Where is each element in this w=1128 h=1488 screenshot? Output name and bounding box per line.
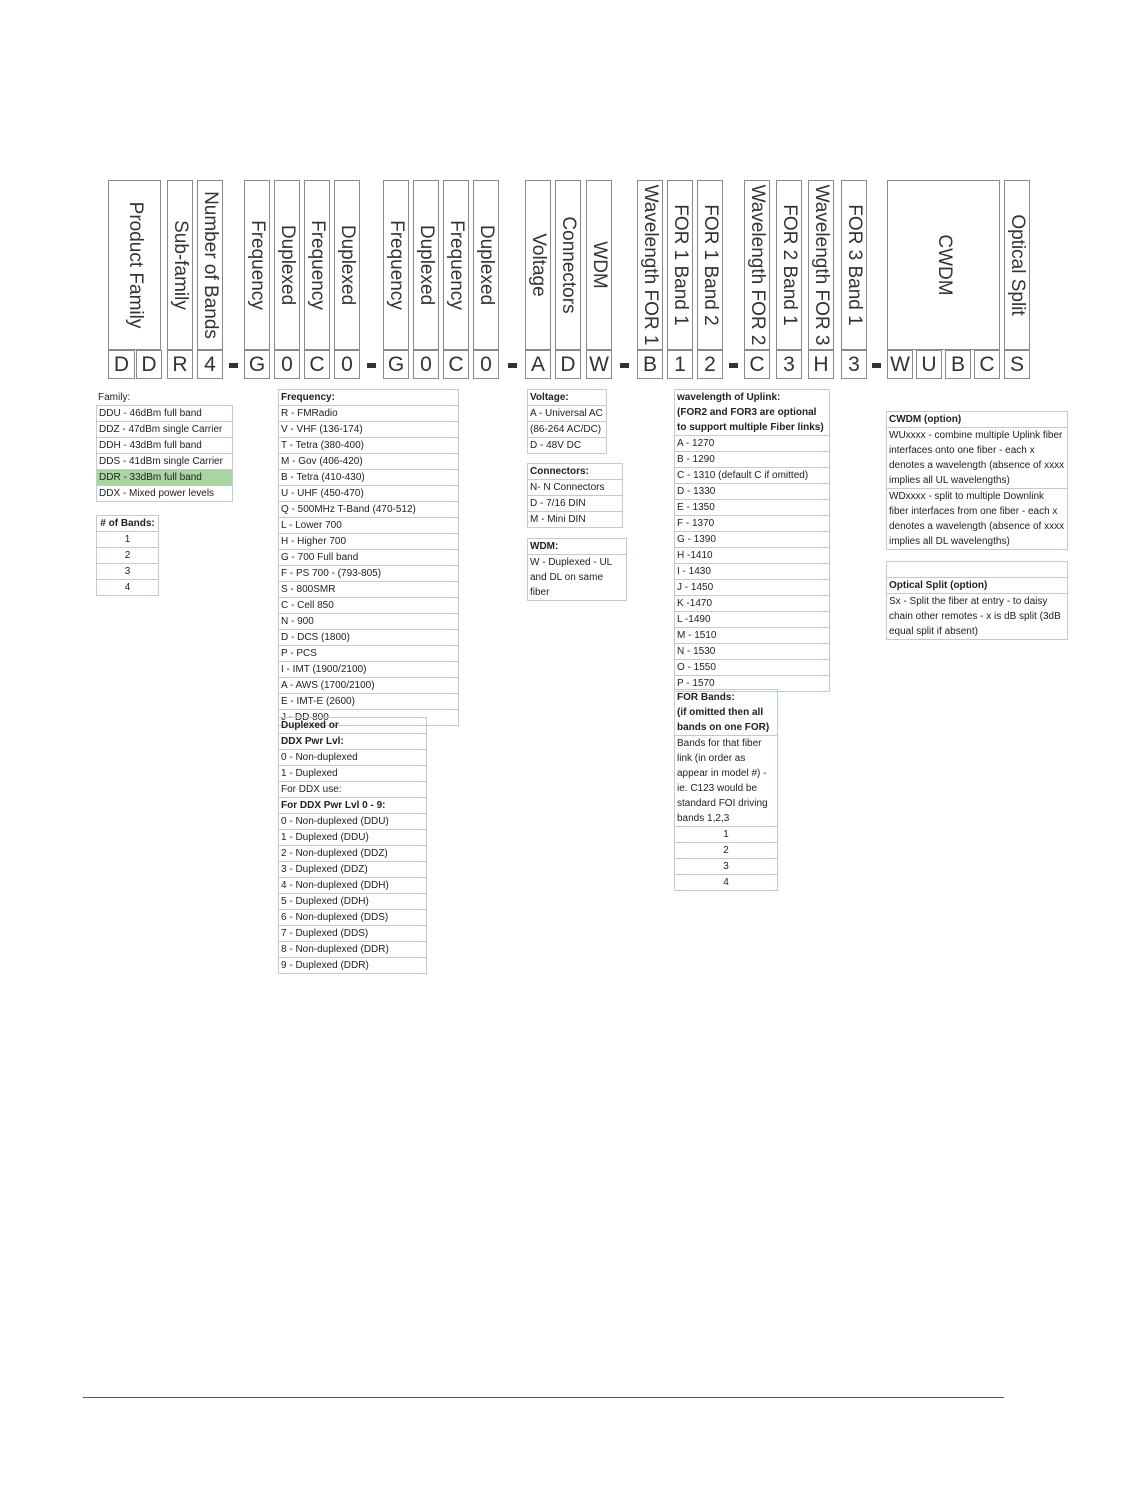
family-row: DDX - Mixed power levels xyxy=(96,486,233,502)
header-duplexed-3: Duplexed xyxy=(413,180,439,350)
model-char: 1 xyxy=(667,350,693,379)
family-row: DDH - 43dBm full band xyxy=(96,438,233,454)
model-char: 3 xyxy=(841,350,867,379)
duplexed-row: 1 - Duplexed (DDU) xyxy=(278,830,427,846)
for-bands-row: 3 xyxy=(674,859,778,875)
header-wavelength-for-3: Wavelength FOR 3 xyxy=(808,180,834,350)
family-title: Family: xyxy=(98,392,131,403)
wdm-row: fiber xyxy=(527,585,627,601)
model-char: C xyxy=(974,350,1000,379)
duplexed-row: 0 - Non-duplexed (DDU) xyxy=(278,814,427,830)
model-char: C xyxy=(744,350,770,379)
duplexed-row: 5 - Duplexed (DDH) xyxy=(278,894,427,910)
uplink-row: D - 1330 xyxy=(674,484,830,500)
duplexed-row: 6 - Non-duplexed (DDS) xyxy=(278,910,427,926)
model-char: B xyxy=(945,350,971,379)
header-wdm: WDM xyxy=(586,180,612,350)
cwdm-desc: WDxxxx - split to multiple Downlink fiber interfaces from one fiber - each x denotes a wavelength (absence of xxxx implies all DL wavelengths) xyxy=(886,489,1068,550)
duplexed-row: 4 - Non-duplexed (DDH) xyxy=(278,878,427,894)
optical-split-desc: Sx - Split the fiber at entry - to daisy chain other remotes - x is dB split (3dB equal split if absent) xyxy=(886,594,1068,640)
model-char: H xyxy=(808,350,834,379)
for-bands-desc: Bands for that fiber link (in order as appear in model #) - ie. C123 would be standard FOI driving bands 1,2,3 xyxy=(674,736,778,827)
uplink-row: J - 1450 xyxy=(674,580,830,596)
connectors-row: D - 7/16 DIN xyxy=(527,496,623,512)
model-char: 3 xyxy=(776,350,802,379)
header-frequency-2: Frequency xyxy=(304,180,330,350)
frequency-row: D - DCS (1800) xyxy=(278,630,459,646)
header-for1-band1: FOR 1 Band 1 xyxy=(667,180,693,350)
frequency-title: Frequency: xyxy=(278,389,459,406)
for-bands-title: FOR Bands: xyxy=(674,689,778,705)
connectors-row: N- N Connectors xyxy=(527,480,623,496)
header-duplexed-4: Duplexed xyxy=(473,180,499,350)
separator-dash xyxy=(508,363,517,368)
cwdm-title: CWDM (option) xyxy=(886,411,1068,428)
duplexed-row: 8 - Non-duplexed (DDR) xyxy=(278,942,427,958)
frequency-table xyxy=(278,389,459,726)
header-connectors: Connectors xyxy=(555,180,581,350)
frequency-row: R - FMRadio xyxy=(278,406,459,422)
voltage-row: D - 48V DC xyxy=(527,438,607,454)
cwdm-desc: WUxxxx - combine multiple Uplink fiber interfaces onto one fiber - each x denotes a wavelength (absence of xxxx implies all UL wavelengths) xyxy=(886,428,1068,489)
uplink-row: H -1410 xyxy=(674,548,830,564)
uplink-row: N - 1530 xyxy=(674,644,830,660)
frequency-row: I - IMT (1900/2100) xyxy=(278,662,459,678)
frequency-row: A - AWS (1700/2100) xyxy=(278,678,459,694)
uplink-row: C - 1310 (default C if omitted) xyxy=(674,468,830,484)
family-table xyxy=(96,390,233,502)
model-char: 0 xyxy=(413,350,439,379)
optical-split-table xyxy=(886,561,1068,640)
duplexed-title: Duplexed or xyxy=(278,717,427,734)
model-char: D xyxy=(555,350,581,379)
separator-dash xyxy=(620,363,629,368)
header-duplexed-2: Duplexed xyxy=(334,180,360,350)
model-char: G xyxy=(383,350,409,379)
uplink-row: O - 1550 xyxy=(674,660,830,676)
duplexed-table xyxy=(278,717,427,974)
uplink-wavelength-table xyxy=(674,389,830,692)
family-row-selected: DDR - 33dBm full band xyxy=(96,470,233,486)
header-frequency-4: Frequency xyxy=(443,180,469,350)
model-char: B xyxy=(637,350,663,379)
footer-rule xyxy=(83,1397,1004,1398)
separator-dash xyxy=(367,363,376,368)
bands-row: 1 xyxy=(96,532,159,548)
header-wavelength-for-2: Wavelength FOR 2 xyxy=(744,180,770,350)
frequency-row: B - Tetra (410-430) xyxy=(278,470,459,486)
frequency-row: Q - 500MHz T-Band (470-512) xyxy=(278,502,459,518)
wdm-table xyxy=(527,538,627,601)
model-char: R xyxy=(167,350,193,379)
frequency-row: T - Tetra (380-400) xyxy=(278,438,459,454)
header-frequency-3: Frequency xyxy=(383,180,409,350)
for-bands-row: 2 xyxy=(674,843,778,859)
model-char: A xyxy=(525,350,551,379)
header-product-family: Product Family xyxy=(108,180,161,350)
uplink-row: G - 1390 xyxy=(674,532,830,548)
wdm-title: WDM: xyxy=(527,538,627,555)
cwdm-table xyxy=(886,411,1068,550)
duplexed-subtitle: For DDX Pwr Lvl 0 - 9: xyxy=(278,798,427,814)
duplexed-row: 7 - Duplexed (DDS) xyxy=(278,926,427,942)
uplink-row: P - 1570 xyxy=(674,676,830,692)
header-for2-band1: FOR 2 Band 1 xyxy=(776,180,802,350)
bands-row: 4 xyxy=(96,580,159,596)
frequency-row: H - Higher 700 xyxy=(278,534,459,550)
for-bands-row: 1 xyxy=(674,827,778,843)
model-char: D xyxy=(108,350,135,379)
model-char: C xyxy=(304,350,330,379)
uplink-row: K -1470 xyxy=(674,596,830,612)
header-sub-family: Sub-family xyxy=(167,180,193,350)
model-char: W xyxy=(887,350,913,379)
uplink-row: L -1490 xyxy=(674,612,830,628)
duplexed-row: 0 - Non-duplexed xyxy=(278,750,427,766)
uplink-row: E - 1350 xyxy=(674,500,830,516)
connectors-title: Connectors: xyxy=(527,463,623,480)
duplexed-row: 3 - Duplexed (DDZ) xyxy=(278,862,427,878)
frequency-row: C - Cell 850 xyxy=(278,598,459,614)
frequency-row: S - 800SMR xyxy=(278,582,459,598)
model-char: C xyxy=(443,350,469,379)
family-row: DDU - 46dBm full band xyxy=(96,405,233,422)
frequency-row: F - PS 700 - (793-805) xyxy=(278,566,459,582)
uplink-subtitle: (FOR2 and FOR3 are optional to support multiple Fiber links) xyxy=(674,405,830,436)
uplink-row: A - 1270 xyxy=(674,436,830,452)
model-char: 4 xyxy=(197,350,223,379)
header-frequency-1: Frequency xyxy=(244,180,270,350)
uplink-row: F - 1370 xyxy=(674,516,830,532)
frequency-row: V - VHF (136-174) xyxy=(278,422,459,438)
voltage-table xyxy=(527,389,607,454)
model-char: U xyxy=(916,350,942,379)
frequency-row: M - Gov (406-420) xyxy=(278,454,459,470)
wdm-row: and DL on same xyxy=(527,570,627,585)
frequency-row: J - DD 800 xyxy=(278,710,459,726)
bands-title: # of Bands: xyxy=(96,515,159,532)
header-wavelength-for-1: Wavelength FOR 1 xyxy=(637,180,663,350)
frequency-row: U - UHF (450-470) xyxy=(278,486,459,502)
connectors-table xyxy=(527,463,623,528)
family-row: DDZ - 47dBm single Carrier xyxy=(96,422,233,438)
duplexed-title: DDX Pwr Lvl: xyxy=(278,734,427,750)
model-char: S xyxy=(1004,350,1030,379)
header-optical-split: Optical Split xyxy=(1004,180,1030,350)
wdm-row: W - Duplexed - UL xyxy=(527,555,627,570)
separator-dash xyxy=(872,363,881,368)
header-voltage: Voltage xyxy=(525,180,551,350)
uplink-title: wavelength of Uplink: xyxy=(674,389,830,405)
voltage-row: (86-264 AC/DC) xyxy=(527,422,607,438)
for-bands-table xyxy=(674,689,778,891)
frequency-row: N - 900 xyxy=(278,614,459,630)
model-char: 2 xyxy=(697,350,723,379)
model-char: 0 xyxy=(334,350,360,379)
connectors-row: M - Mini DIN xyxy=(527,512,623,528)
bands-row: 3 xyxy=(96,564,159,580)
optical-split-title: Optical Split (option) xyxy=(886,578,1068,594)
frequency-row: E - IMT-E (2600) xyxy=(278,694,459,710)
duplexed-row: For DDX use: xyxy=(278,782,427,798)
duplexed-row: 2 - Non-duplexed (DDZ) xyxy=(278,846,427,862)
model-char: W xyxy=(586,350,612,379)
optical-split-spacer xyxy=(886,561,1068,578)
for-bands-row: 4 xyxy=(674,875,778,891)
uplink-row: I - 1430 xyxy=(674,564,830,580)
header-cwdm: CWDM xyxy=(887,180,1000,350)
header-for1-band2: FOR 1 Band 2 xyxy=(697,180,723,350)
bands-table xyxy=(96,515,159,596)
model-char: 0 xyxy=(274,350,300,379)
duplexed-row: 1 - Duplexed xyxy=(278,766,427,782)
family-row: DDS - 41dBm single Carrier xyxy=(96,454,233,470)
separator-dash xyxy=(229,363,238,368)
header-for3-band1: FOR 3 Band 1 xyxy=(841,180,867,350)
separator-dash xyxy=(729,363,738,368)
model-char: 0 xyxy=(473,350,499,379)
voltage-row: A - Universal AC xyxy=(527,406,607,422)
for-bands-subtitle: (if omitted then all bands on one FOR) xyxy=(674,705,778,736)
uplink-row: B - 1290 xyxy=(674,452,830,468)
frequency-row: P - PCS xyxy=(278,646,459,662)
uplink-row: M - 1510 xyxy=(674,628,830,644)
header-duplexed-1: Duplexed xyxy=(274,180,300,350)
frequency-row: G - 700 Full band xyxy=(278,550,459,566)
voltage-title: Voltage: xyxy=(527,389,607,406)
bands-row: 2 xyxy=(96,548,159,564)
model-char: D xyxy=(136,350,162,379)
model-char: G xyxy=(244,350,270,379)
frequency-row: L - Lower 700 xyxy=(278,518,459,534)
duplexed-row: 9 - Duplexed (DDR) xyxy=(278,958,427,974)
header-number-of-bands: Number of Bands xyxy=(197,180,223,350)
